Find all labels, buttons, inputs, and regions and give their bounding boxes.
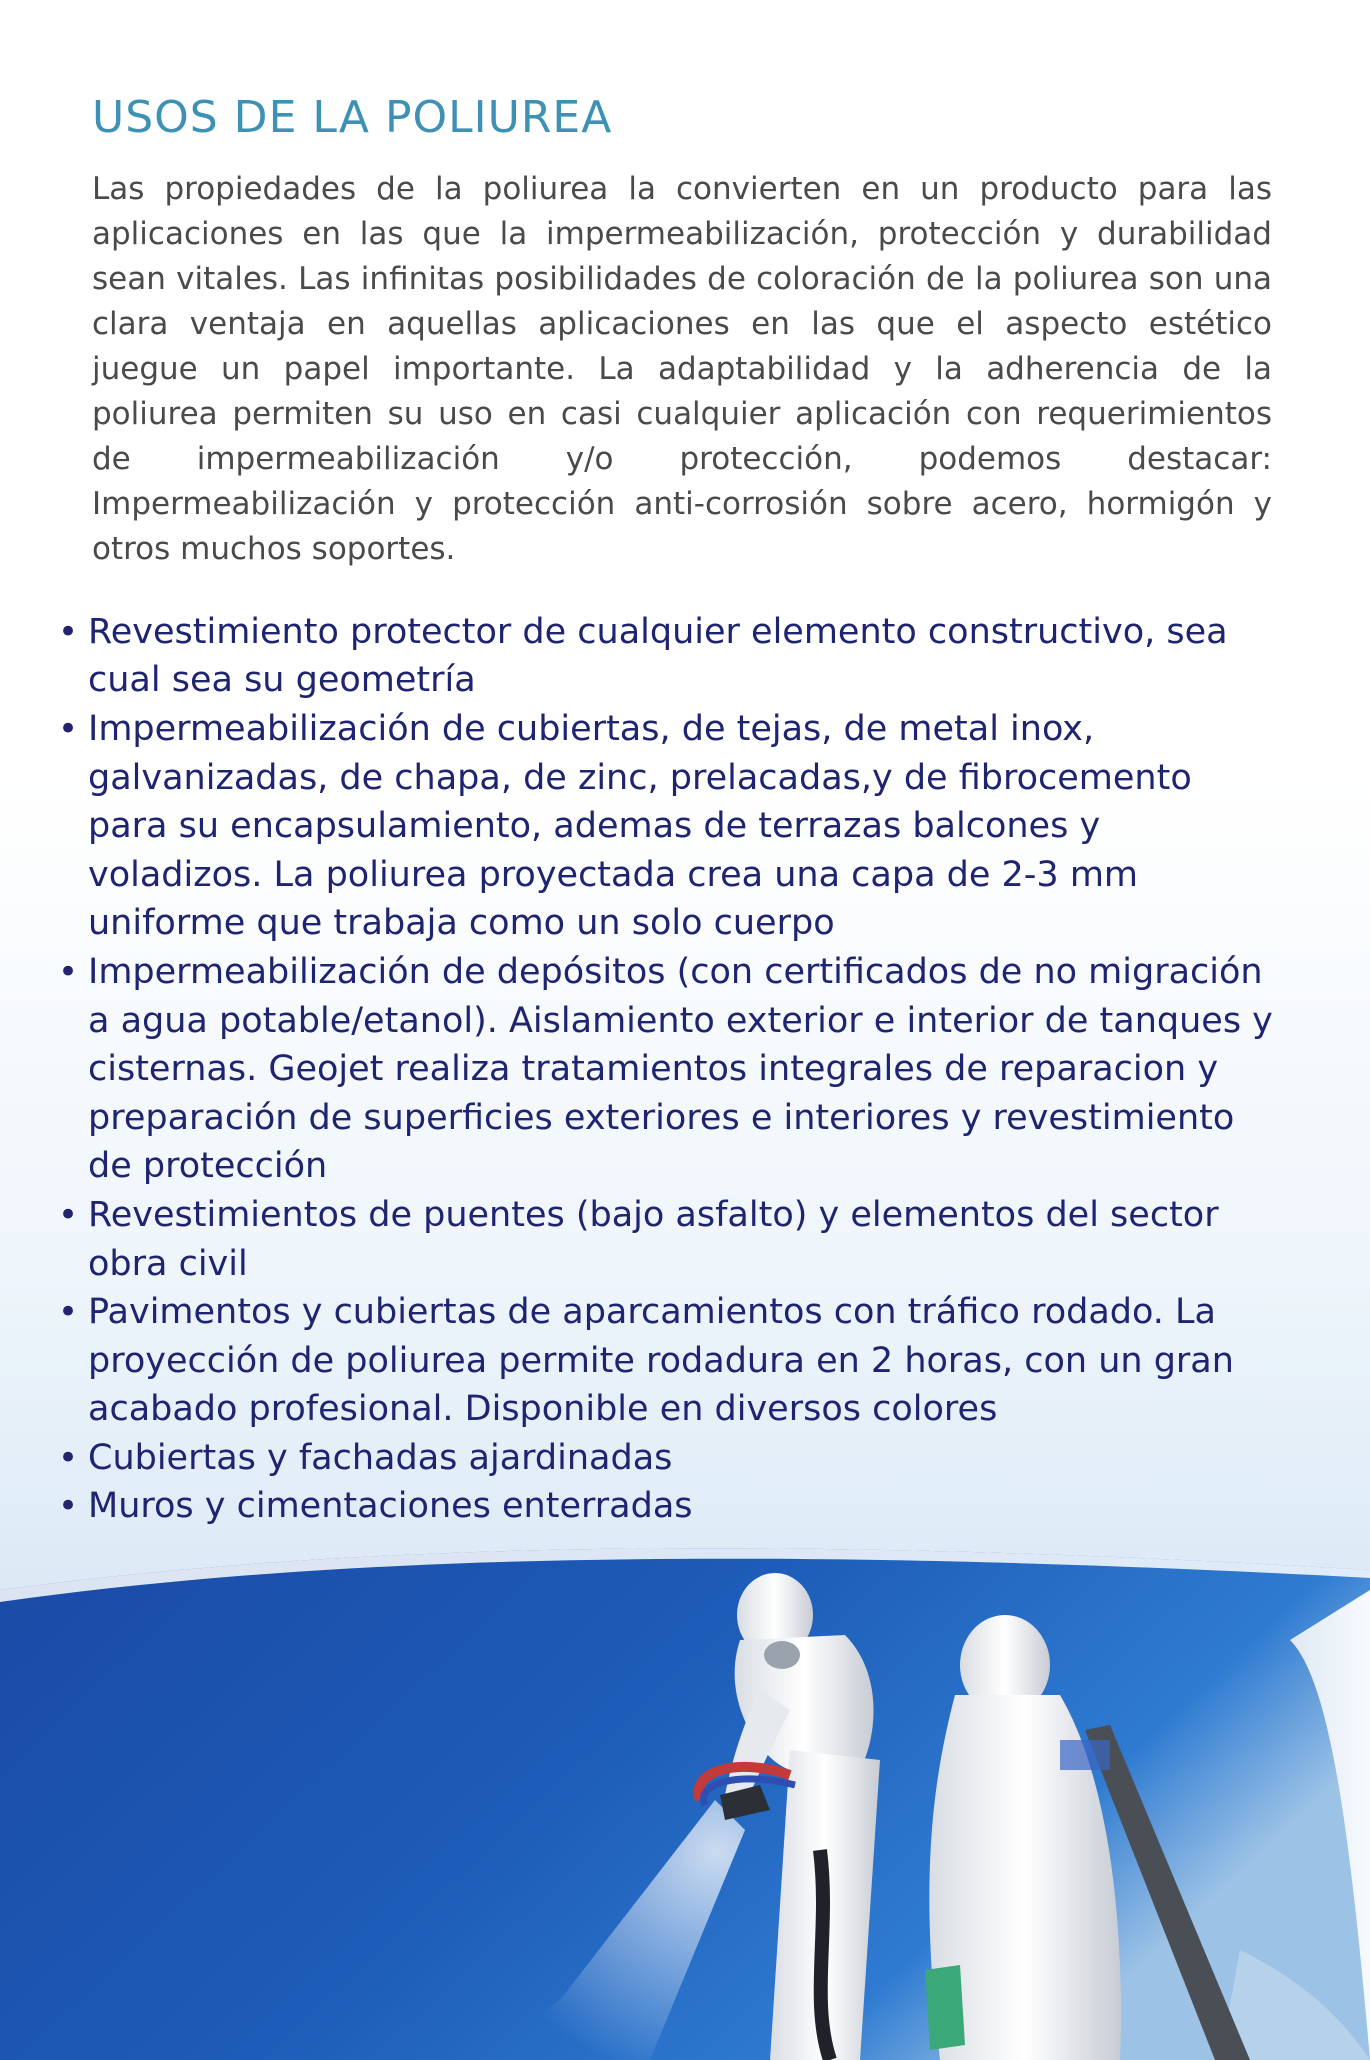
bullet-icon: •: [58, 708, 79, 749]
list-item: [58, 1434, 1282, 1483]
workers-spraying-photo: [0, 1530, 1370, 2060]
bullet-icon: •: [58, 1194, 79, 1235]
list-item-text: Revestimiento protector de cualquier elemento constructivo, sea cual sea su geometría: [88, 611, 1228, 701]
bullet-icon: •: [58, 1437, 79, 1478]
list-item: [58, 705, 1282, 948]
list-item: [58, 1191, 1282, 1288]
list-item-text: Cubiertas y fachadas ajardinadas: [88, 1437, 673, 1478]
content-column: [58, 92, 1282, 1531]
intro-paragraph: Las propiedades de la poliurea la convierten en un producto para las aplicaciones en las que la impermeabilización, protección y durabilidad sean vitales. Las infinitas posibilidades de coloración de la poliurea son una clara ventaja en aquellas aplicaciones en las que el aspecto estético juegue un papel importante. La adaptabilidad y la adherencia de la poliurea permiten su uso en casi cualquier aplicación con requerimientos de impermeabilización y/o protección, podemos destacar: Impermeabilización y protección anti-corrosión sobre acero, hormigón y otros muchos soportes.: [92, 170, 1272, 567]
bullet-icon: •: [58, 951, 79, 992]
section-title: USOS DE LA POLIUREA: [92, 92, 613, 143]
list-item-text: Pavimentos y cubiertas de aparcamientos con tráfico rodado. La proyección de poliurea permite rodadura en 2 horas, con un gran acabado profesional. Disponible en diversos colores: [88, 1292, 1234, 1430]
list-item: [58, 1482, 1282, 1531]
uses-list: [58, 608, 1282, 1531]
list-item: [58, 608, 1282, 705]
list-item-text: Revestimientos de puentes (bajo asfalto) y elementos del sector obra civil: [88, 1194, 1219, 1284]
list-item: [58, 948, 1282, 1191]
list-item-text: Muros y cimentaciones enterradas: [88, 1486, 693, 1527]
bullet-icon: •: [58, 1486, 79, 1527]
bullet-icon: •: [58, 1292, 79, 1333]
list-item: [58, 1288, 1282, 1434]
list-item-text: Impermeabilización de cubiertas, de tejas, de metal inox, galvanizadas, de chapa, de zinc, prelacadas,y de fibrocemento para su encapsulamiento, ademas de terrazas balcones y voladizos. La poliurea proyectada crea una capa de 2-3 mm uniforme que trabaja como un solo cuerpo: [88, 708, 1192, 944]
bullet-icon: •: [58, 611, 79, 652]
list-item-text: Impermeabilización de depósitos (con certificados de no migración a agua potable/etanol). Aislamiento exterior e interior de tanques y cisternas. Geojet realiza tratamientos integrales de reparacion y preparación de superficies exteriores e interiores y revestimiento de protección: [88, 951, 1273, 1187]
